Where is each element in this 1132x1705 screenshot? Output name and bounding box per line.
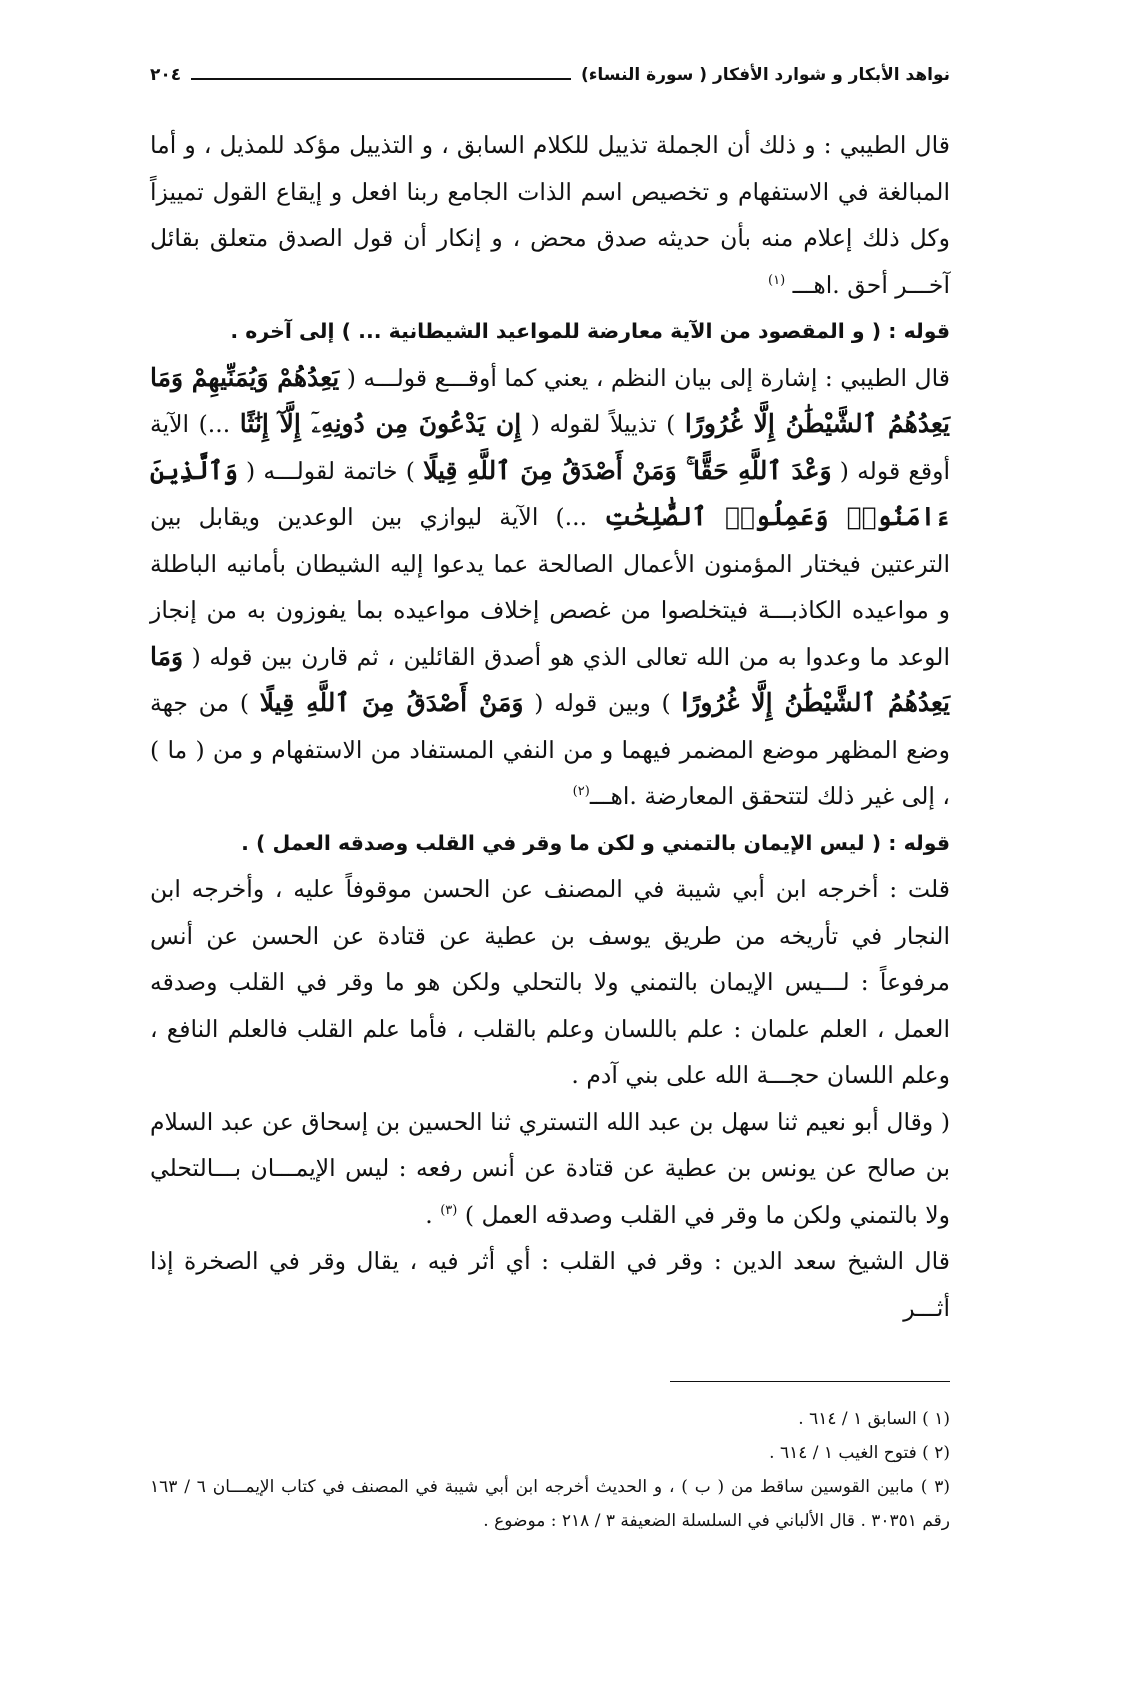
- footnote-1: (١ ) السابق ١ / ٦١٤ .: [798, 1409, 950, 1429]
- quran-verse: وَٱلَّذِينَ ءَامَنُوا۟ وَعَمِلُوا۟ ٱلصَّٰلِحَٰتِ: [150, 455, 950, 531]
- paragraph-text: قال الطيبي : و ذلك أن الجملة تذييل للكلام السابق ، و التذييل مؤكد للمذيل ، و أما المبالغة في الاستفهام و تخصيص اسم الذات الجامع ربنا افعل و إيقاع القول تمييزاً وكل ذلك إعلام منه بأن حديثه صدق محض ، و إنكار أن قول الصدق متعلق بقائل آخـــر أحق .اهـــ: [150, 131, 951, 299]
- paragraph-saad-aldin: قال الشيخ سعد الدين : وقر في القلب : أي أثر فيه ، يقال وقر في الصخرة إذا أثـــر: [150, 1247, 950, 1322]
- quran-verse: يَعِدُهُمْ وَيُمَنِّيهِمْ وَمَا يَعِدُهُمُ ٱلشَّيْطَٰنُ إِلَّا غُرُورًا: [150, 362, 951, 438]
- quran-verse: وَمَا يَعِدُهُمُ ٱلشَّيْطَٰنُ إِلَّا غُرُورًا: [150, 641, 951, 717]
- text-run: ) تذييلاً لقوله (: [521, 410, 685, 438]
- footnote-3: (٣ ) مابين القوسين ساقط من ( ب ) ، و الحديث أخرجه ابن أبي شيبة في المصنف في كتاب الإيمـــان ٦ / ١٦٣ رقم ٣٠٣٥١ . قال الألباني في السلسلة الضعيفة ٣ / ٢١٨ : موضوع .: [150, 1477, 950, 1531]
- text-run: .: [425, 1200, 441, 1229]
- text-run: ...) الآية أوقع قوله (: [150, 410, 950, 485]
- paragraph-abu-nuaym: [150, 1099, 950, 1239]
- section-heading-2: قوله : ( ليس الإيمان بالتمني و لكن ما وقر في القلب وصدقه العمل ) .: [241, 830, 950, 855]
- text-run: ) من جهة وضع المظهر موضع المضمر فيهما و من النفي المستفاد من الاستفهام و من ( ما ) ، إلى غير ذلك لتتحقق المعارضة .اهـــ: [150, 689, 950, 810]
- running-header: [150, 58, 950, 92]
- quran-verse: وَمَنْ أَصْدَقُ مِنَ ٱللَّهِ قِيلًا: [259, 688, 524, 717]
- text-run: ) وبين قوله (: [523, 689, 682, 717]
- paragraph-text: ( وقال أبو نعيم ثنا سهل بن عبد الله التستري ثنا الحسين بن إسحاق عن عبد السلام بن صالح عن يونس بن عطية عن قتادة عن أنس رفعه : ليس الإيمـــان بـــالتحلي ولا بالتمني ولكن ما وقر في القلب وصدقه العمل ): [150, 1107, 950, 1229]
- footnote-ref-2[interactable]: (٢): [572, 784, 590, 800]
- header-rule: [191, 78, 571, 80]
- book-title: نواهد الأبكار و شوارد الأفكار ( سورة النساء): [580, 65, 950, 85]
- text-run: ) خاتمة لقولـــه (: [237, 456, 424, 485]
- text-run: قال الطيبي : إشارة إلى بيان النظم ، يعني كما أوقـــع قولـــه (: [339, 363, 950, 392]
- main-text: [150, 122, 950, 1331]
- paragraph-takhrij: قلت : أخرجه ابن أبي شيبة في المصنف عن الحسن موقوفاً عليه ، وأخرجه ابن النجار في تأريخه من طريق يوسف بن عطية عن قتادة عن الحسن عن أنس مرفوعاً : لـــيس الإيمان بالتمني ولا بالتحلي ولكن هو ما وقر في القلب وصدقه العمل ، العلم علمان : علم باللسان وعلم بالقلب ، فأما علم القلب فالعلم النافع ، وعلم اللسان حجـــة الله على بني آدم .: [150, 875, 950, 1089]
- footnote-ref-3[interactable]: (٣): [440, 1202, 458, 1218]
- section-heading-1: قوله : ( و المقصود من الآية معارضة للمواعيد الشيطانية ... ) إلى آخره .: [230, 319, 950, 343]
- paragraph-tibi-2: [150, 355, 950, 820]
- footnote-ref-1[interactable]: (١): [768, 272, 786, 288]
- footnotes: [150, 1402, 950, 1538]
- paragraph-tibi-1: [150, 122, 950, 308]
- footnote-2: (٢ ) فتوح الغيب ١ / ٦١٤ .: [769, 1443, 950, 1463]
- quran-verse: إِن يَدْعُونَ مِن دُونِهِۦٓ إِلَّآ إِنَٰثًا: [239, 409, 522, 438]
- page-number: ٢٠٤: [150, 65, 182, 85]
- quran-verse: وَعْدَ ٱللَّهِ حَقًّا ۚ وَمَنْ أَصْدَقُ مِنَ ٱللَّهِ قِيلًا: [423, 455, 832, 485]
- text-run: ...) الآية ليوازي بين الوعدين ويقابل بين الترعتين فيختار المؤمنون الأعمال الصالحة عما يدعوا إليه الشيطان بأمانيه الباطلة و مواعيده الكاذبـــة فيتخلصوا من غصص إخلاف مواعيده بما يفوزون به من إنجاز الوعد ما وعدوا به من الله تعالى الذي هو أصدق القائلين ، ثم قارن بين قوله (: [150, 503, 950, 671]
- book-page: [150, 58, 950, 1538]
- footnote-separator: [670, 1381, 950, 1382]
